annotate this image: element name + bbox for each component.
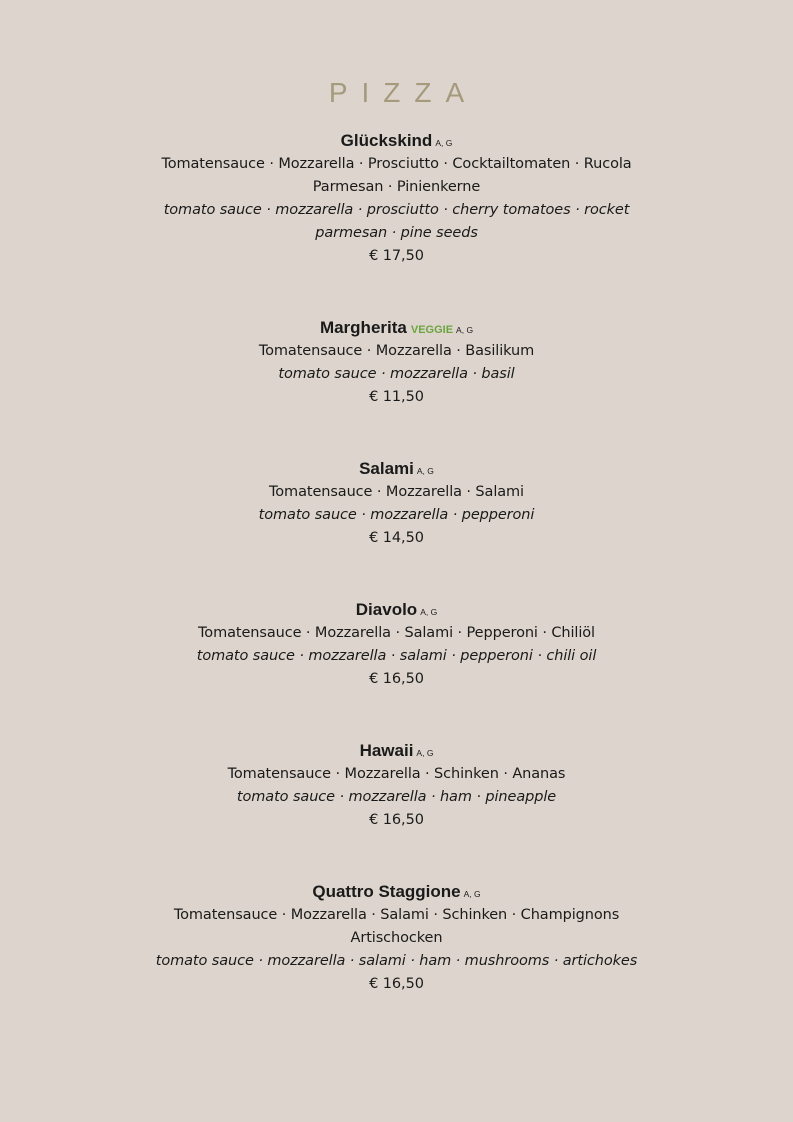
menu-item — [0, 880, 793, 996]
item-name: Glückskind — [340, 131, 433, 150]
item-heading — [0, 316, 793, 340]
item-price: € 11,50 — [369, 389, 424, 405]
item-heading — [0, 457, 793, 481]
menu-item — [0, 457, 793, 550]
item-heading — [0, 598, 793, 622]
ingredients-german: Artischocken — [350, 930, 443, 946]
allergen-codes: A, G — [435, 138, 453, 148]
ingredients-english: tomato sauce · mozzarella · basil — [278, 366, 515, 382]
allergen-codes: A, G — [416, 748, 434, 758]
veggie-badge: VEGGIE — [410, 324, 454, 336]
item-heading — [0, 129, 793, 153]
ingredients-german: Tomatensauce · Mozzarella · Salami — [268, 484, 524, 500]
allergen-codes: A, G — [463, 889, 481, 899]
ingredients-german: Tomatensauce · Mozzarella · Salami · Pepperoni · Chiliöl — [198, 625, 595, 641]
ingredients-english: tomato sauce · mozzarella · ham · pineapple — [236, 789, 557, 805]
ingredients-english: tomato sauce · mozzarella · pepperoni — [258, 507, 535, 523]
menu-item — [0, 598, 793, 691]
item-price: € 14,50 — [369, 530, 424, 546]
page-title: PIZZA — [328, 77, 479, 108]
allergen-codes: A, G — [416, 466, 434, 476]
item-price: € 16,50 — [369, 976, 424, 992]
allergen-codes: A, G — [420, 607, 438, 617]
item-name: Hawaii — [359, 741, 414, 760]
ingredients-german: Tomatensauce · Mozzarella · Salami · Schinken · Champignons — [173, 907, 620, 923]
menu-item — [0, 316, 793, 409]
allergen-codes: A, G — [456, 325, 474, 335]
ingredients-english: tomato sauce · mozzarella · salami · pepperoni · chili oil — [196, 648, 597, 664]
item-heading — [0, 880, 793, 904]
ingredients-german: Tomatensauce · Mozzarella · Basilikum — [258, 343, 535, 359]
ingredients-english: tomato sauce · mozzarella · prosciutto · cherry tomatoes · rocket — [163, 202, 630, 218]
item-name: Diavolo — [355, 600, 418, 619]
ingredients-english: tomato sauce · mozzarella · salami · ham · mushrooms · artichokes — [155, 953, 638, 969]
item-name: Margherita — [319, 318, 407, 337]
item-heading — [0, 739, 793, 763]
ingredients-german: Tomatensauce · Mozzarella · Prosciutto · Cocktailtomaten · Rucola — [161, 156, 632, 172]
item-price: € 17,50 — [369, 248, 424, 264]
menu-item — [0, 129, 793, 268]
ingredients-english: parmesan · pine seeds — [315, 225, 478, 241]
item-price: € 16,50 — [369, 671, 424, 687]
item-name: Salami — [359, 459, 414, 478]
ingredients-german: Tomatensauce · Mozzarella · Schinken · Ananas — [227, 766, 566, 782]
item-price: € 16,50 — [369, 812, 424, 828]
menu-item — [0, 739, 793, 832]
item-name: Quattro Staggione — [312, 882, 461, 901]
ingredients-german: Parmesan · Pinienkerne — [312, 179, 481, 195]
